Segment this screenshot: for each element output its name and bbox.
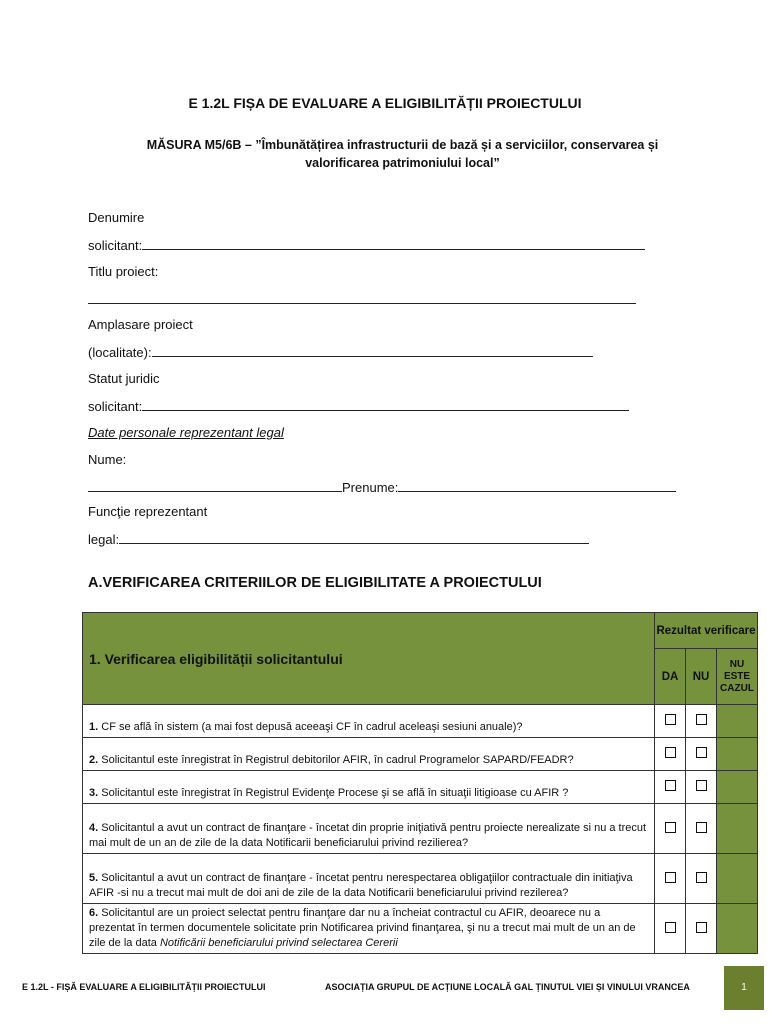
label-solicitant: solicitant:: [88, 238, 143, 253]
blank-line[interactable]: [88, 291, 636, 304]
table-row: [83, 738, 758, 771]
criterion-text: 1. CF se află în sistem (a mai fost depusă aceeaşi CF în cadrul aceleaşi sesiuni anuale)?: [83, 705, 655, 738]
label-amplasare: Amplasare proiect: [88, 317, 193, 332]
nu-este-cazul-cell: [717, 738, 758, 771]
criterion-text: 5. Solicitantul a avut un contract de finanţare - încetat pentru nerespectarea obligaţiilor contractuale din initiaţiva AFIR -si nu a trecut mai mult de doi ani de zile de la data Notificarii beneficiarului privind rezilerea?: [83, 854, 655, 904]
blank-line[interactable]: [88, 479, 342, 492]
label-titlu-proiect: Titlu proiect:: [88, 264, 159, 279]
section-heading: A.VERIFICAREA CRITERIILOR DE ELIGIBILITATE A PROIECTULUI: [88, 575, 542, 591]
checkbox-nu[interactable]: [686, 904, 717, 954]
blank-line[interactable]: [398, 479, 676, 492]
table-row: [83, 804, 758, 854]
nu-este-cazul-cell: [717, 771, 758, 804]
label-nume: Nume:: [88, 452, 127, 467]
document-title: E 1.2L FIȘA DE EVALUARE A ELIGIBILITĂȚII PROIECTULUI: [188, 95, 582, 111]
criterion-text: 2. Solicitantul este înregistrat în Registrul debitorilor AFIR, în cadrul Programelor SAPARD/FEADR?: [83, 738, 655, 771]
rezultat-header: Rezultat verificare: [655, 613, 758, 649]
eligibility-table: [82, 612, 758, 954]
field-titlu-proiect[interactable]: [88, 291, 636, 307]
criterion-text: 6. Solicitantul are un proiect selectat pentru finanţare dar nu a încheiat contractul cu AFIR, deoarece nu a prezentat în termen documentele solicitate prin Notificarea privind finanţarea, şi nu a trecut mai mult de un an de zile de la data Notificării beneficiarului privind selectarea Cererii: [83, 904, 655, 954]
table-title: 1. Verificarea eligibilității solicitantului: [83, 613, 655, 705]
label-date-personale: Date personale reprezentant legal: [88, 425, 284, 440]
blank-line[interactable]: [119, 531, 589, 544]
footer-organization: ASOCIAȚIA GRUPUL DE ACȚIUNE LOCALĂ GAL ȚINUTUL VIEI ȘI VINULUI VRANCEA: [325, 982, 690, 992]
document-subtitle: MĂSURA M5/6B – ”Îmbunătățirea infrastructurii de bază și a serviciilor, conservarea și valorificarea patrimoniului local”: [146, 138, 659, 170]
nu-este-cazul-cell: [717, 854, 758, 904]
label-functie: Funcţie reprezentant: [88, 504, 208, 519]
table-row: [83, 854, 758, 904]
checkbox-da[interactable]: [655, 904, 686, 954]
checkbox-da[interactable]: [655, 738, 686, 771]
da-header: DA: [655, 649, 686, 705]
blank-line[interactable]: [142, 398, 629, 411]
checkbox-nu[interactable]: [686, 854, 717, 904]
page-number: 1: [724, 966, 764, 1010]
label-prenume: Prenume:: [342, 480, 399, 495]
blank-line[interactable]: [142, 237, 645, 250]
checkbox-nu[interactable]: [686, 705, 717, 738]
field-legal[interactable]: [88, 531, 589, 547]
table-row: [83, 771, 758, 804]
nu-header: NU: [686, 649, 717, 705]
checkbox-nu[interactable]: [686, 804, 717, 854]
checkbox-nu[interactable]: [686, 771, 717, 804]
checkbox-da[interactable]: [655, 804, 686, 854]
field-statut-solicitant[interactable]: [88, 398, 629, 414]
criterion-text: 4. Solicitantul a avut un contract de finanţare - încetat din proprie iniţiativă pentru proiecte nerealizate si nu a trecut mai mult de un an de zile de la data Notificarii beneficiarului privind rezilierea?: [83, 804, 655, 854]
nu-este-cazul-cell: [717, 804, 758, 854]
footer-document-name: E 1.2L - FIȘĂ EVALUARE A ELIGIBILITĂȚII PROIECTULUI: [22, 982, 266, 992]
label-legal: legal:: [88, 532, 120, 547]
nu-este-cazul-cell: [717, 904, 758, 954]
nu-este-cazul-header: NU ESTE CAZUL: [717, 649, 758, 705]
field-localitate[interactable]: [88, 344, 593, 360]
field-solicitant-name[interactable]: [88, 237, 645, 253]
nu-este-cazul-cell: [717, 705, 758, 738]
criterion-text: 3. Solicitantul este înregistrat în Registrul Evidenţe Procese şi se află în situaţii litigioase cu AFIR ?: [83, 771, 655, 804]
checkbox-da[interactable]: [655, 771, 686, 804]
label-solicitant: solicitant:: [88, 399, 143, 414]
checkbox-nu[interactable]: [686, 738, 717, 771]
checkbox-da[interactable]: [655, 705, 686, 738]
blank-line[interactable]: [152, 344, 593, 357]
label-denumire: Denumire: [88, 210, 145, 225]
table-row: [83, 904, 758, 954]
field-nume-prenume[interactable]: [88, 479, 676, 495]
label-localitate: (localitate):: [88, 345, 152, 360]
checkbox-da[interactable]: [655, 854, 686, 904]
label-statut-juridic: Statut juridic: [88, 371, 160, 386]
table-row: [83, 705, 758, 738]
